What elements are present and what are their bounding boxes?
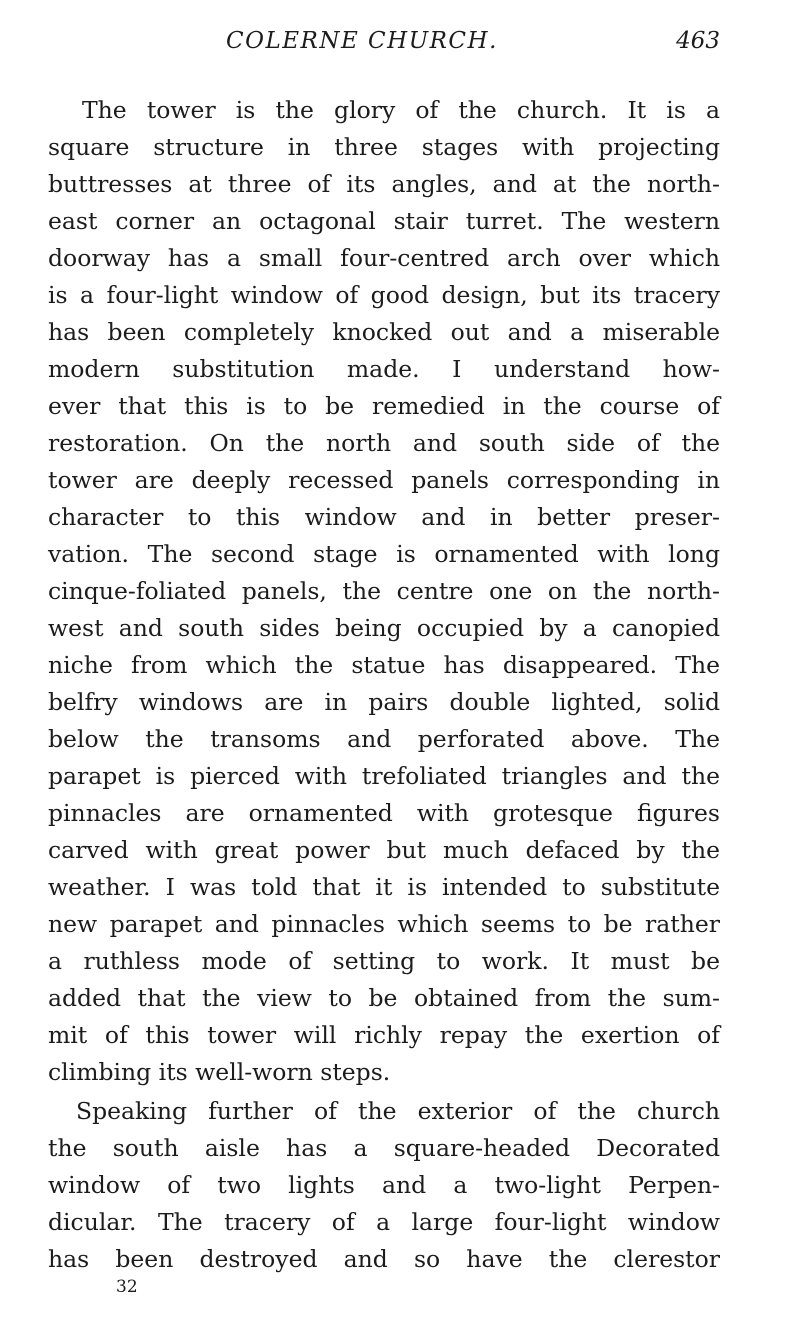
text-line: ever that this is to be remedied in the course of bbox=[48, 392, 720, 420]
text-line: dicular. The tracery of a large four-light window bbox=[48, 1208, 720, 1236]
signature-mark: 32 bbox=[116, 1277, 138, 1297]
text-line: doorway has a small four-centred arch over which bbox=[48, 244, 720, 272]
body-text bbox=[48, 92, 720, 1278]
text-line: restoration. On the north and south side of the bbox=[48, 429, 720, 457]
text-line: square structure in three stages with projecting bbox=[48, 133, 720, 161]
text-line: parapet is pierced with trefoliated triangles and the bbox=[48, 762, 720, 790]
text-line: west and south sides being occupied by a canopied bbox=[48, 614, 720, 642]
text-line: a ruthless mode of setting to work. It must be bbox=[48, 947, 720, 975]
running-header bbox=[48, 24, 720, 58]
text-line: pinnacles are ornamented with grotesque figures bbox=[48, 799, 720, 827]
text-line: belfry windows are in pairs double lighted, solid bbox=[48, 688, 720, 716]
text-line: climbing its well-worn steps. bbox=[48, 1058, 391, 1086]
text-line: buttresses at three of its angles, and at the north- bbox=[48, 170, 720, 198]
text-line: is a four-light window of good design, but its tracery bbox=[48, 281, 720, 309]
text-line: below the transoms and perforated above. The bbox=[48, 725, 720, 753]
text-line: new parapet and pinnacles which seems to be rather bbox=[48, 910, 720, 938]
text-line: Speaking further of the exterior of the church bbox=[76, 1097, 720, 1125]
text-line: niche from which the statue has disappeared. The bbox=[48, 651, 720, 679]
text-line: window of two lights and a two-light Perpen- bbox=[48, 1171, 720, 1199]
text-line: carved with great power but much defaced by the bbox=[48, 836, 720, 864]
text-line: vation. The second stage is ornamented with long bbox=[48, 540, 720, 568]
text-line: has been completely knocked out and a miserable bbox=[48, 318, 720, 346]
running-title: COLERNE CHURCH. bbox=[226, 28, 498, 54]
text-line: weather. I was told that it is intended to substitute bbox=[48, 873, 720, 901]
text-line: east corner an octagonal stair turret. The western bbox=[48, 207, 720, 235]
text-line: character to this window and in better preser- bbox=[48, 503, 720, 531]
text-line: tower are deeply recessed panels corresponding in bbox=[48, 466, 720, 494]
text-line: modern substitution made. I understand how- bbox=[48, 355, 720, 383]
text-line: added that the view to be obtained from the sum- bbox=[48, 984, 720, 1012]
text-line: the south aisle has a square-headed Decorated bbox=[48, 1134, 720, 1162]
text-line: mit of this tower will richly repay the exertion of bbox=[48, 1021, 720, 1049]
text-line: cinque-foliated panels, the centre one on the north- bbox=[48, 577, 720, 605]
text-line: has been destroyed and so have the clerestor bbox=[48, 1245, 720, 1273]
page-number: 463 bbox=[676, 28, 720, 54]
text-line: The tower is the glory of the church. It is a bbox=[82, 96, 720, 124]
